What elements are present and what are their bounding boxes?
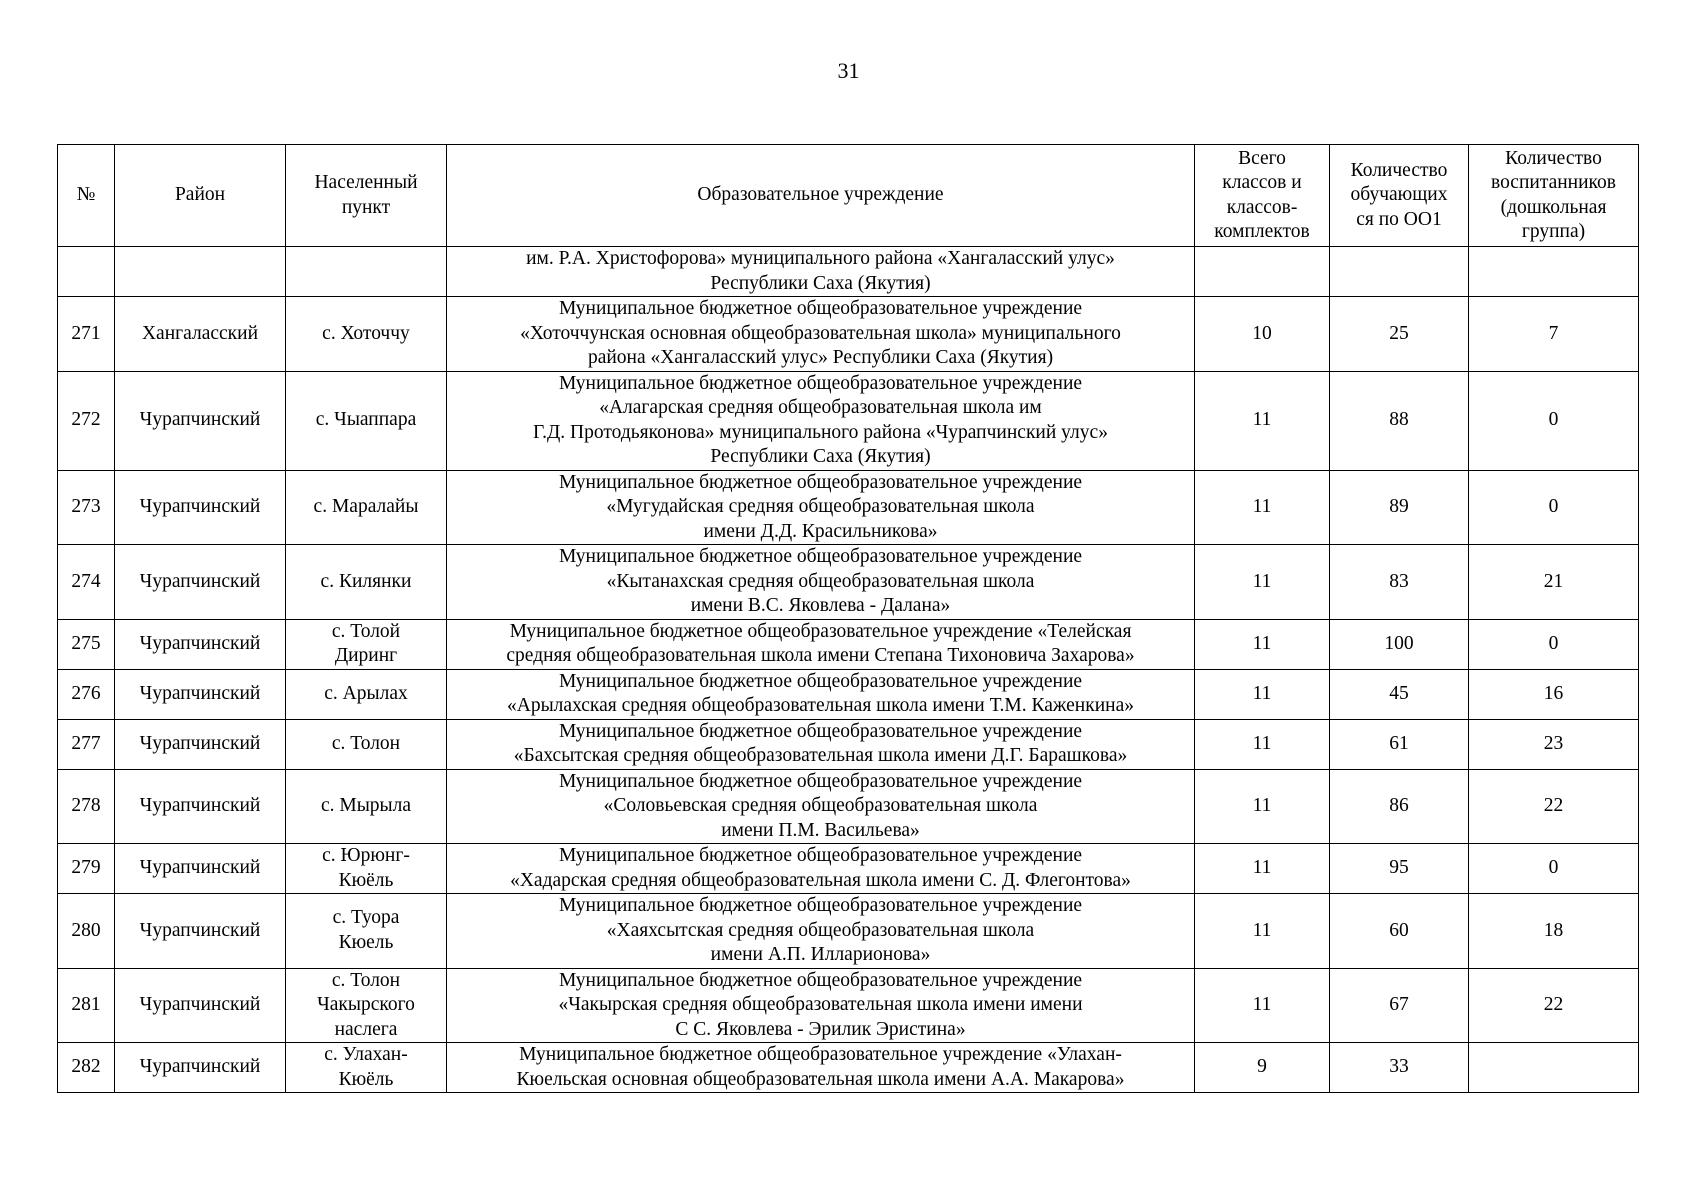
cell-line: наслега bbox=[334, 1018, 398, 1040]
students-count-cell: 95 bbox=[1330, 844, 1469, 894]
row-number-cell: 279 bbox=[58, 844, 115, 894]
row-number-cell: 277 bbox=[58, 719, 115, 769]
cell-line: «Хоточчунская основная общеобразовательная школа» муниципального bbox=[520, 322, 1121, 344]
table-row bbox=[58, 1043, 1639, 1093]
cell-line: с. Килянки bbox=[320, 570, 412, 592]
classes-count-cell bbox=[1195, 247, 1330, 297]
cell-line: с. Улахан- bbox=[324, 1044, 408, 1065]
cell-line: им. Р.А. Христофорова» муниципального района «Хангаласский улус» bbox=[526, 248, 1115, 269]
cell-line: с. Туора bbox=[332, 907, 400, 929]
preschool-count-cell bbox=[1469, 1043, 1639, 1093]
header-line: обучающих bbox=[1350, 184, 1448, 206]
district-cell: Чурапчинский bbox=[115, 719, 286, 769]
district-cell: Чурапчинский bbox=[115, 769, 286, 844]
table-row bbox=[58, 968, 1639, 1043]
cell-line: Муниципальное бюджетное общеобразовательное учреждение bbox=[558, 895, 1083, 916]
header-line: классов и bbox=[1222, 172, 1302, 193]
row-number-cell: 281 bbox=[58, 968, 115, 1043]
row-number-cell: 276 bbox=[58, 669, 115, 719]
district-cell: Хангаласский bbox=[115, 297, 286, 372]
cell-line: Муниципальное бюджетное общеобразовательное учреждение bbox=[558, 298, 1083, 319]
cell-line: с. Маралайы bbox=[313, 496, 419, 517]
students-count-cell: 100 bbox=[1330, 619, 1469, 669]
classes-count-cell: 11 bbox=[1195, 769, 1330, 844]
header-line: комплектов bbox=[1214, 221, 1310, 242]
cell-line: имени В.С. Яковлева - Далана» bbox=[690, 595, 951, 616]
cell-line: «Алагарская средняя общеобразовательная школа им bbox=[599, 397, 1042, 418]
institution-cell bbox=[447, 844, 1195, 894]
cell-line: Муниципальное бюджетное общеобразовательное учреждение bbox=[558, 670, 1083, 692]
cell-line: с. Толон bbox=[331, 732, 401, 754]
header-line: Район bbox=[174, 184, 226, 206]
cell-line: «Бахсытская средняя общеобразовательная школа имени Д.Г. Барашкова» bbox=[513, 745, 1128, 766]
preschool-count-cell: 0 bbox=[1469, 619, 1639, 669]
district-cell bbox=[115, 247, 286, 297]
students-count-cell: 88 bbox=[1330, 371, 1469, 470]
cell-line: «Чакырская средняя общеобразовательная школа имени имени bbox=[558, 994, 1083, 1015]
row-number-cell: 282 bbox=[58, 1043, 115, 1093]
table-row bbox=[58, 719, 1639, 769]
classes-count-cell: 11 bbox=[1195, 470, 1330, 545]
institution-cell bbox=[447, 669, 1195, 719]
row-number-cell: 280 bbox=[58, 894, 115, 969]
district-cell: Чурапчинский bbox=[115, 619, 286, 669]
institution-cell bbox=[447, 247, 1195, 297]
schools-table bbox=[57, 144, 1639, 1093]
row-number-cell bbox=[58, 247, 115, 297]
cell-line: Республики Саха (Якутия) bbox=[710, 272, 931, 294]
table-row bbox=[58, 297, 1639, 372]
row-number-cell: 273 bbox=[58, 470, 115, 545]
table-body bbox=[58, 247, 1639, 1093]
cell-line: Кюёль bbox=[338, 1068, 394, 1090]
row-number-cell: 278 bbox=[58, 769, 115, 844]
cell-line: средняя общеобразовательная школа имени Степана Тихоновича Захарова» bbox=[506, 645, 1135, 666]
students-count-cell: 83 bbox=[1330, 545, 1469, 620]
settlement-cell bbox=[286, 470, 447, 545]
cell-line: Кюельская основная общеобразовательная школа имени А.А. Макарова» bbox=[516, 1068, 1125, 1090]
settlement-cell bbox=[286, 719, 447, 769]
institution-cell bbox=[447, 371, 1195, 470]
district-cell: Чурапчинский bbox=[115, 968, 286, 1043]
settlement-cell bbox=[286, 968, 447, 1043]
district-cell: Чурапчинский bbox=[115, 844, 286, 894]
cell-line: Республики Саха (Якутия) bbox=[710, 446, 931, 467]
cell-line: с. Мырыла bbox=[320, 795, 412, 816]
preschool-count-cell: 22 bbox=[1469, 968, 1639, 1043]
col-settlement-header bbox=[286, 145, 447, 247]
institution-cell bbox=[447, 968, 1195, 1043]
preschool-count-cell: 22 bbox=[1469, 769, 1639, 844]
cell-line: Муниципальное бюджетное общеобразовательное учреждение bbox=[558, 969, 1083, 991]
table-row bbox=[58, 769, 1639, 844]
students-count-cell: 45 bbox=[1330, 669, 1469, 719]
cell-line: имени Д.Д. Красильникова» bbox=[703, 520, 938, 542]
cell-line: с. Чыаппара bbox=[315, 409, 417, 431]
district-cell: Чурапчинский bbox=[115, 470, 286, 545]
table-row bbox=[58, 470, 1639, 545]
header-line: № bbox=[76, 184, 96, 206]
classes-count-cell: 11 bbox=[1195, 844, 1330, 894]
settlement-cell bbox=[286, 844, 447, 894]
header-line: воспитанников bbox=[1491, 172, 1616, 193]
classes-count-cell: 10 bbox=[1195, 297, 1330, 372]
cell-line: Муниципальное бюджетное общеобразовательное учреждение bbox=[558, 372, 1083, 394]
district-cell: Чурапчинский bbox=[115, 669, 286, 719]
institution-cell bbox=[447, 769, 1195, 844]
header-line: классов- bbox=[1226, 196, 1298, 218]
classes-count-cell: 9 bbox=[1195, 1043, 1330, 1093]
cell-line: имени П.М. Васильева» bbox=[721, 819, 920, 841]
cell-line: с. Толой bbox=[331, 620, 401, 642]
header-line: Количество bbox=[1350, 159, 1448, 181]
preschool-count-cell: 7 bbox=[1469, 297, 1639, 372]
cell-line: с. Толон bbox=[331, 969, 401, 991]
cell-line: «Хадарская средняя общеобразовательная школа имени С. Д. Флегонтова» bbox=[510, 869, 1131, 891]
table-row bbox=[58, 894, 1639, 969]
institution-cell bbox=[447, 719, 1195, 769]
district-cell: Чурапчинский bbox=[115, 1043, 286, 1093]
district-cell: Чурапчинский bbox=[115, 371, 286, 470]
cell-line: Г.Д. Протодьяконова» муниципального района «Чурапчинский улус» bbox=[533, 421, 1108, 443]
students-count-cell: 33 bbox=[1330, 1043, 1469, 1093]
header-line: Количество bbox=[1505, 147, 1602, 169]
cell-line: Муниципальное бюджетное общеобразовательное учреждение bbox=[558, 720, 1083, 742]
header-line: ся по ОО1 bbox=[1356, 208, 1442, 230]
institution-cell bbox=[447, 470, 1195, 545]
classes-count-cell: 11 bbox=[1195, 545, 1330, 620]
settlement-cell bbox=[286, 619, 447, 669]
table-row bbox=[58, 844, 1639, 894]
settlement-cell bbox=[286, 1043, 447, 1093]
cell-line: Муниципальное бюджетное общеобразовательное учреждение bbox=[558, 471, 1083, 493]
cell-line: с. Хоточчу bbox=[322, 322, 410, 344]
cell-line: «Арылахская средняя общеобразовательная школа имени Т.М. Каженкина» bbox=[507, 695, 1134, 716]
classes-count-cell: 11 bbox=[1195, 619, 1330, 669]
col-students-header bbox=[1330, 145, 1469, 247]
institution-cell bbox=[447, 1043, 1195, 1093]
cell-line: с. Юрюнг- bbox=[322, 845, 410, 866]
district-cell: Чурапчинский bbox=[115, 545, 286, 620]
settlement-cell bbox=[286, 297, 447, 372]
header-line: Населенный bbox=[314, 172, 418, 193]
page-number: 31 bbox=[837, 58, 860, 83]
table-row bbox=[58, 247, 1639, 297]
cell-line: Кюель bbox=[338, 931, 394, 953]
cell-line: Муниципальное бюджетное общеобразовательное учреждение bbox=[558, 546, 1083, 567]
cell-line: «Кытанахская средняя общеобразовательная школа bbox=[606, 570, 1035, 592]
preschool-count-cell: 23 bbox=[1469, 719, 1639, 769]
students-count-cell bbox=[1330, 247, 1469, 297]
students-count-cell: 67 bbox=[1330, 968, 1469, 1043]
district-cell: Чурапчинский bbox=[115, 894, 286, 969]
cell-line: имени А.П. Илларионова» bbox=[710, 944, 931, 965]
header-line: пункт bbox=[341, 196, 391, 218]
preschool-count-cell: 0 bbox=[1469, 371, 1639, 470]
classes-count-cell: 11 bbox=[1195, 719, 1330, 769]
settlement-cell bbox=[286, 894, 447, 969]
settlement-cell bbox=[286, 371, 447, 470]
col-institution-header bbox=[447, 145, 1195, 247]
settlement-cell bbox=[286, 769, 447, 844]
preschool-count-cell: 21 bbox=[1469, 545, 1639, 620]
row-number-cell: 271 bbox=[58, 297, 115, 372]
institution-cell bbox=[447, 545, 1195, 620]
header-line: Всего bbox=[1238, 147, 1286, 169]
col-number-header bbox=[58, 145, 115, 247]
settlement-cell bbox=[286, 545, 447, 620]
cell-line: Чакырского bbox=[317, 994, 415, 1015]
settlement-cell bbox=[286, 247, 447, 297]
cell-line: района «Хангаласский улус» Республики Саха (Якутия) bbox=[587, 347, 1054, 368]
cell-line: «Мугудайская средняя общеобразовательная школа bbox=[606, 496, 1035, 517]
table-row bbox=[58, 669, 1639, 719]
cell-line: С С. Яковлева - Эрилик Эристина» bbox=[675, 1018, 966, 1040]
cell-line: «Соловьевская средняя общеобразовательная школа bbox=[603, 795, 1038, 816]
table-row bbox=[58, 619, 1639, 669]
preschool-count-cell: 0 bbox=[1469, 844, 1639, 894]
settlement-cell bbox=[286, 669, 447, 719]
cell-line: Диринг bbox=[334, 645, 398, 666]
table-header-row bbox=[58, 145, 1639, 247]
cell-line: с. Арылах bbox=[324, 682, 408, 704]
cell-line: «Хаяхсытская средняя общеобразовательная школа bbox=[606, 919, 1035, 941]
students-count-cell: 60 bbox=[1330, 894, 1469, 969]
institution-cell bbox=[447, 297, 1195, 372]
institution-cell bbox=[447, 894, 1195, 969]
preschool-count-cell bbox=[1469, 247, 1639, 297]
preschool-count-cell: 18 bbox=[1469, 894, 1639, 969]
row-number-cell: 274 bbox=[58, 545, 115, 620]
row-number-cell: 275 bbox=[58, 619, 115, 669]
students-count-cell: 89 bbox=[1330, 470, 1469, 545]
header-line: группа) bbox=[1521, 221, 1586, 242]
row-number-cell: 272 bbox=[58, 371, 115, 470]
institution-cell bbox=[447, 619, 1195, 669]
table-row bbox=[58, 545, 1639, 620]
classes-count-cell: 11 bbox=[1195, 669, 1330, 719]
classes-count-cell: 11 bbox=[1195, 371, 1330, 470]
preschool-count-cell: 0 bbox=[1469, 470, 1639, 545]
cell-line: Муниципальное бюджетное общеобразовательное учреждение bbox=[558, 770, 1083, 792]
col-classes-header bbox=[1195, 145, 1330, 247]
header-line: (дошкольная bbox=[1500, 196, 1607, 218]
preschool-count-cell: 16 bbox=[1469, 669, 1639, 719]
cell-line: Муниципальное бюджетное общеобразовательное учреждение «Улахан- bbox=[519, 1044, 1122, 1065]
cell-line: Муниципальное бюджетное общеобразовательное учреждение «Телейская bbox=[509, 620, 1132, 642]
students-count-cell: 61 bbox=[1330, 719, 1469, 769]
cell-line: Кюёль bbox=[338, 869, 394, 891]
classes-count-cell: 11 bbox=[1195, 968, 1330, 1043]
table-row bbox=[58, 371, 1639, 470]
students-count-cell: 86 bbox=[1330, 769, 1469, 844]
cell-line: Муниципальное бюджетное общеобразовательное учреждение bbox=[558, 845, 1083, 866]
col-preschool-header bbox=[1469, 145, 1639, 247]
header-line: Образовательное учреждение bbox=[697, 184, 944, 206]
students-count-cell: 25 bbox=[1330, 297, 1469, 372]
col-district-header bbox=[115, 145, 286, 247]
classes-count-cell: 11 bbox=[1195, 894, 1330, 969]
